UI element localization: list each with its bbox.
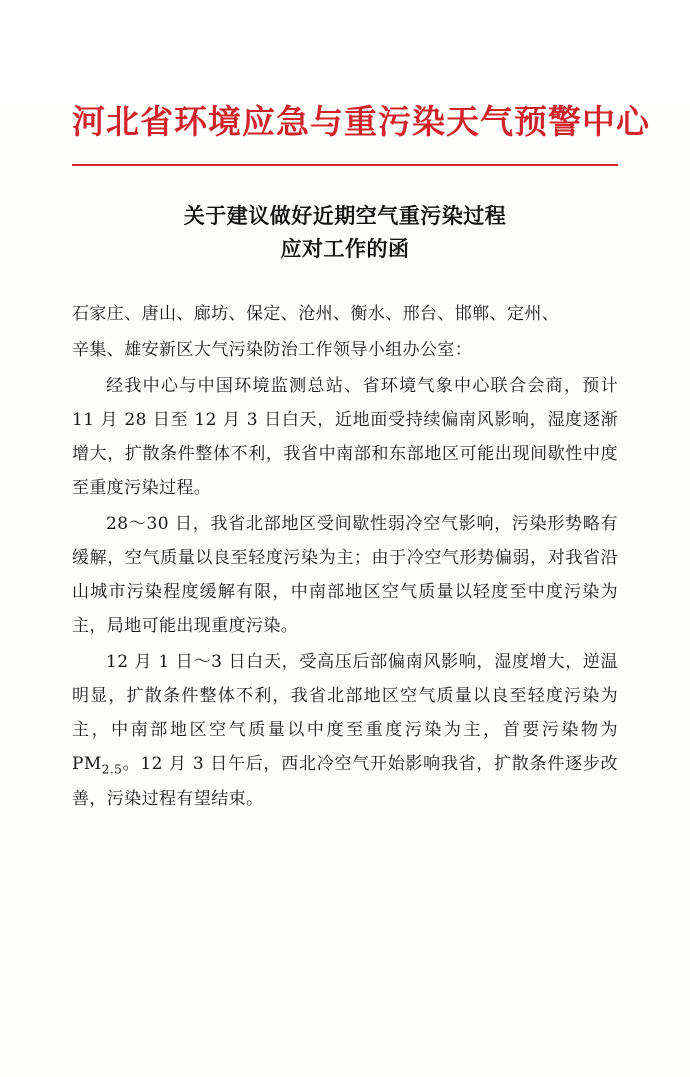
pm25-subscript: 2.5 <box>101 762 123 777</box>
masthead-divider <box>72 164 618 166</box>
page-title <box>72 200 618 265</box>
page-title-line-2: 应对工作的函 <box>280 235 410 261</box>
document-page <box>0 104 690 1077</box>
body-paragraph-3-part-2: 。12 月 3 日午后，西北冷空气开始影响我省，扩散条件逐步改善，污染过程有望结束。 <box>72 754 618 810</box>
body-paragraph-3-part-1: 12 月 1 日～3 日白天，受高压后部偏南风影响，湿度增大，逆温明显，扩散条件整体不利，我省北部地区空气质量以良至轻度污染为主，中南部地区空气质量以中度至重度污染为主，首要污染物为 PM <box>72 652 618 775</box>
body-paragraph-1: 经我中心与中国环境监测总站、省环境气象中心联合会商，预计 11 月 28 日至 12 月 3 日白天，近地面受持续偏南风影响，湿度逐渐增大，扩散条件整体不利，我省中南部和东部地区可能出现间歇性中度至重度污染过程。 <box>72 376 618 499</box>
document-body <box>72 297 618 816</box>
masthead-title: 河北省环境应急与重污染天气预警中心 <box>72 102 650 141</box>
masthead <box>72 102 650 166</box>
body-paragraph-3 <box>72 645 618 816</box>
page-title-line-1: 关于建议做好近期空气重污染过程 <box>183 203 507 229</box>
recipients-line-1: 石家庄、唐山、廊坊、保定、沧州、衡水、邢台、邯郸、定州、 <box>72 304 560 325</box>
recipients-line-2: 辛集、雄安新区大气污染防治工作领导小组办公室： <box>72 340 473 361</box>
body-paragraph-2: 28～30 日，我省北部地区受间歇性弱冷空气影响，污染形势略有缓解，空气质量以良至轻度污染为主；由于冷空气形势偏弱，对我省沿山城市污染程度缓解有限，中南部地区空气质量以轻度至中度污染为主，局地可能出现重度污染。 <box>72 514 618 637</box>
